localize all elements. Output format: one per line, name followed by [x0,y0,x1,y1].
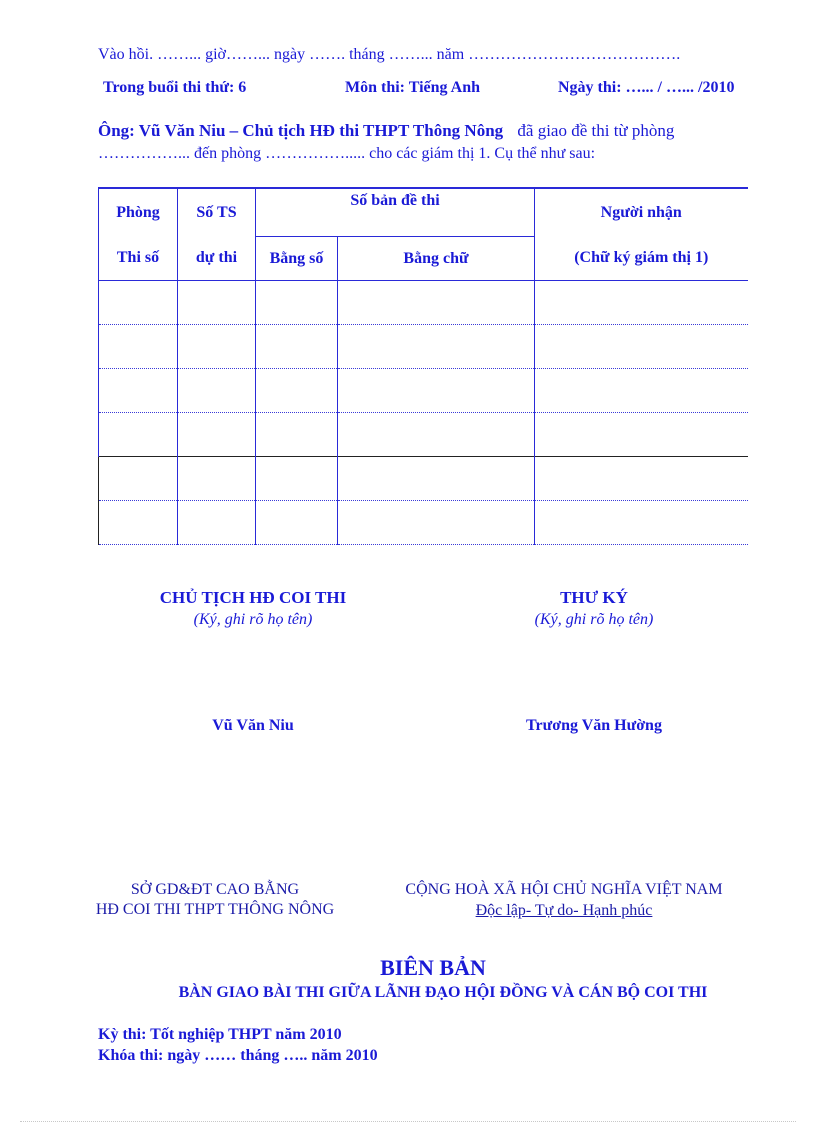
secretary-name: Trương Văn Hường [526,717,662,734]
col-room-header [99,188,178,237]
col-count-line2: dự thi [178,237,256,281]
table-row [99,281,748,325]
doc-subtitle: BÀN GIAO BÀI THI GIỮA LÃNH ĐẠO HỘI ĐỒNG VÀ CÁN BỘ COI THI [178,984,708,1001]
statement-rest: đã giao đề thi từ phòng [517,121,675,140]
col-room-line1: Phòng [116,203,160,221]
table-row [99,413,748,457]
course-line: Khóa thi: ngày …… tháng ….. năm 2010 [98,1047,378,1064]
handover-table [98,187,748,545]
table-row [99,457,748,501]
org-line-1: SỞ GD&ĐT CAO BẰNG [130,881,300,898]
col-receiver-line2: (Chữ ký giám thị 1) [535,237,748,281]
exam-line: Kỳ thi: Tốt nghiệp THPT năm 2010 [98,1026,342,1043]
doc-title: BIÊN BẢN [380,955,486,980]
chair-note: (Ký, ghi rõ họ tên) [193,611,313,628]
secretary-title: THƯ KÝ [560,588,628,607]
statement-line-2: ……………... đến phòng ……………..... cho các giám thị 1. Cụ thể như sau: [98,145,596,162]
table-row [99,501,748,545]
col-receiver-header [535,188,748,237]
page-divider [20,1121,796,1122]
table-row [99,325,748,369]
exam-date-label: Ngày thi: …... / …... /2010 [558,79,735,96]
col-words-header: Bằng chữ [338,237,535,281]
time-line: Vào hồi. ……... giờ……... ngày ……. tháng ……... năm …………………………………. [98,46,681,63]
col-copies-header: Số bản đề thi [256,188,535,237]
table-row [99,369,748,413]
chair-name: Vũ Văn Niu [212,717,294,734]
secretary-note: (Ký, ghi rõ họ tên) [534,611,654,628]
statement-line-1 [98,121,674,141]
nation-line-1: CỘNG HOÀ XÃ HỘI CHỦ NGHĨA VIỆT NAM [405,881,723,898]
chair-title: CHỦ TỊCH HĐ COI THI [159,588,347,607]
nation-line-2: Độc lập- Tự do- Hạnh phúc [475,902,653,919]
subject-label: Môn thi: Tiếng Anh [345,79,481,96]
col-count-header [178,188,256,237]
col-receiver-line1: Người nhận [600,203,682,221]
col-count-line1: Số TS [196,203,237,221]
session-label: Trong buổi thi thứ: 6 [103,79,247,96]
col-room-line2: Thi số [99,237,178,281]
statement-person: Ông: Vũ Văn Niu – Chủ tịch HĐ thi THPT Thông Nông [98,121,504,140]
org-line-2: HĐ COI THI THPT THÔNG NÔNG [95,901,335,918]
col-numeric-header: Bằng số [256,237,338,281]
